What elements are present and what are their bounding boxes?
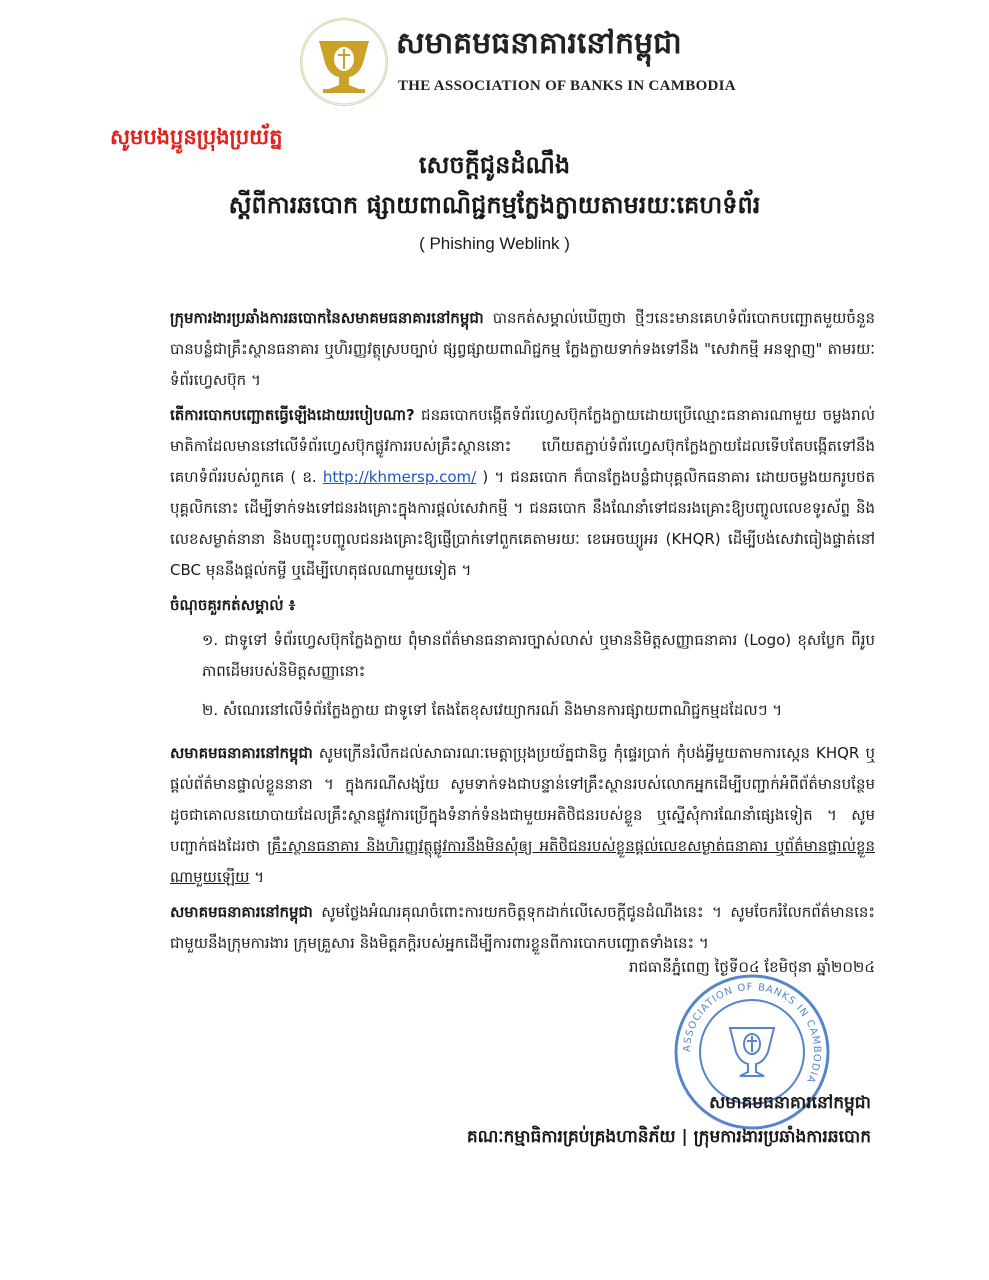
org-name-english: THE ASSOCIATION OF BANKS IN CAMBODIA: [398, 78, 736, 94]
letterhead: [300, 18, 740, 108]
abc-logo-icon: [300, 18, 388, 106]
notice-subtitle: ( Phishing Weblink ): [419, 234, 570, 253]
paragraph-text: សូមថ្លែងអំណរគុណចំពោះការយកចិត្តទុកដាក់លើសេចក្ដីជូនដំណឹងនេះ ។ សូមចែករំលែកព័ត៌មាននេះជាមួយនឹងក្រុមការងារ ក្រុមគ្រួសារ និងមិត្តភក្តិរបស់អ្នកដើម្បីការពារខ្លួនពីការបោកបញ្ឆោតទាំងនេះ ។: [170, 903, 875, 952]
org-name-khmer: សមាគមធនាគារនៅកម្ពុជា: [396, 26, 682, 61]
notes-heading: [170, 590, 875, 621]
note-item-1: ១. ជាទូទៅ ទំព័រហ្វេសប៊ុកក្លែងក្លាយ ពុំមានព័ត៌មានធនាគារច្បាស់លាស់ ឬមាននិមិត្តសញ្ញាធនាគារ (Logo) ខុសប្លែក ពីរូបភាពដើមរបស់និមិត្តសញ្ញានោះ: [202, 631, 875, 680]
paragraph-text: ។: [249, 868, 265, 886]
signature-organization: សមាគមធនាគារនៅកម្ពុជា: [709, 1093, 871, 1113]
paragraph-how: [170, 400, 875, 586]
paragraph-text: ) ។ ជនឆបោក ក៏បានក្លែងបន្លំជាបុគ្គលិកធនាគារ ដោយចម្លងយករូបថតបុគ្គលិកនោះ ដើម្បីទាក់ទងទៅជនរងគ្រោះក្នុងការផ្ដល់សេវាកម្មី ។ ជនឆបោក នឹងណែនាំទៅជនរងគ្រោះឱ្យបញ្ចូលលេខទូរស័ព្ទ និងលេខសម្ងាត់នានា និងបញ្ចុះបញ្ចូលជនរងគ្រោះឱ្យផ្ញើប្រាក់ទៅពួកគេតាមរយៈ ខេអេចឃ្យូអរ (KHQR) ដើម្បីបង់សេវាធៀងផ្ទាត់នៅ CBC មុននឹងផ្ដល់កម្ចី ឬដើម្បីហេតុផលណាមួយទៀត ។: [170, 468, 875, 579]
paragraph-lead: សមាគមធនាគារនៅកម្ពុជា: [170, 903, 313, 921]
example-link[interactable]: http://khmersp.com/: [322, 468, 477, 486]
note-item-2: ២. សំណេរនៅលើទំព័រក្លែងក្លាយ ជាទូទៅ តែងតែខុសវេយ្យាករណ៍ និងមានការផ្សាយពាណិជ្ជកម្មដដែលៗ ។: [202, 701, 783, 719]
paragraph-lead: ក្រុមការងារប្រឆាំងការឆបោកនៃសមាគមធនាគារនៅកម្ពុជា: [170, 309, 484, 327]
notice-title: សេចក្ដីជូនដំណឹង: [418, 151, 571, 179]
underlined-statement: គ្រឹះស្ថានធនាគារ និងហិរញ្ញវត្ថុផ្លូវការនឹងមិនសុំឲ្យ អតិថិជនរបស់ខ្លួនផ្ដល់លេខសម្ងាត់ធនាគារ ឬព័ត៌មានផ្ទាល់ខ្លួនណាមួយឡើយ: [170, 837, 875, 886]
stamp-text: ASSOCIATION OF BANKS IN CAMBODIA: [681, 981, 823, 1086]
paragraph-advice: [170, 738, 875, 893]
warning-heading: សូមបងប្អូនប្រុងប្រយ័ត្ន: [110, 125, 283, 149]
paragraph-text: បានកត់សម្គាល់ឃើញថា ថ្មីៗនេះមានគេហទំព័របោកបញ្ឆោតមួយចំនួន បានបន្លំជាគ្រឹះស្ថានធនាគារ ឬហិរញ្ញវត្ថុស្របច្បាប់ ផ្សព្វផ្សាយពាណិជ្ជកម្ម ក្លែងក្លាយទាក់ទងទៅនឹង "សេវាកម្មី អនឡាញ" តាមរយៈទំព័រហ្វេសប៊ុក ។: [170, 309, 875, 389]
paragraph-lead: សមាគមធនាគារនៅកម្ពុជា: [170, 744, 313, 762]
paragraph-text: សូមក្រើនរំលឹកដល់សាធារណៈមេត្តាប្រុងប្រយ័ត្នជានិច្ច កុំផ្ទេរប្រាក់ កុំបង់អ្វីមួយតាមការស្កេន KHQR ឬផ្ដល់ព័ត៌មានផ្ទាល់ខ្លួននានា ។ ក្នុងករណីសង្ស័យ សូមទាក់ទងជាបន្ទាន់ទៅគ្រឹះស្ថានរបស់លោកអ្នកដើម្បីបញ្ជាក់អំពីព័ត៌មានបន្ថែម ដូចជាគោលនយោបាយដែលគ្រឹះស្ថានផ្លូវការប្រើក្នុងទំនាក់ទំនងជាមួយអតិថិជនរបស់ខ្លួន ឬស្នើសុំការណែនាំផ្សេងទៀត ។ សូមបញ្ជាក់ផងដែរថា: [170, 744, 875, 855]
signature-committee: គណៈកម្មាធិការគ្រប់គ្រងហានិភ័យ | ក្រុមការងារប្រឆាំងការឆបោក: [466, 1127, 871, 1147]
notice-subject: ស្ដីពីការឆបោក ផ្សាយពាណិជ្ជកម្មក្លែងក្លាយតាមរយៈគេហទំព័រ: [228, 191, 761, 219]
paragraph-intro: [170, 303, 875, 396]
paragraph-lead: ចំណុចគួរកត់សម្គាល់ ៖: [170, 596, 296, 614]
date-line: រាជធានីភ្នំពេញ ថ្ងៃទី០៤ ខែមិថុនា ឆ្នាំ២០២៤: [628, 958, 875, 976]
paragraph-lead: តើការបោកបញ្ឆោតធ្វើឡើងដោយរបៀបណា?: [170, 406, 415, 424]
paragraph-thanks: [170, 897, 875, 959]
paragraph-text: ជនឆបោកបង្កើតទំព័រហ្វេសប៊ុកក្លែងក្លាយដោយប្រើឈ្មោះធនាគារណាមួយ ចម្លងរាល់មាតិកាដែលមាននៅលើទំព័រហ្វេសប៊ុកផ្លូវការរបស់គ្រឹះស្ថាននោះ ហើយតភ្ជាប់ទំព័រហ្វេសប៊ុកក្លែងក្លាយដែលទើបតែបង្កើតទៅនឹងគេហទំព័ររបស់ពួកគេ ( ឧ.: [170, 406, 875, 486]
